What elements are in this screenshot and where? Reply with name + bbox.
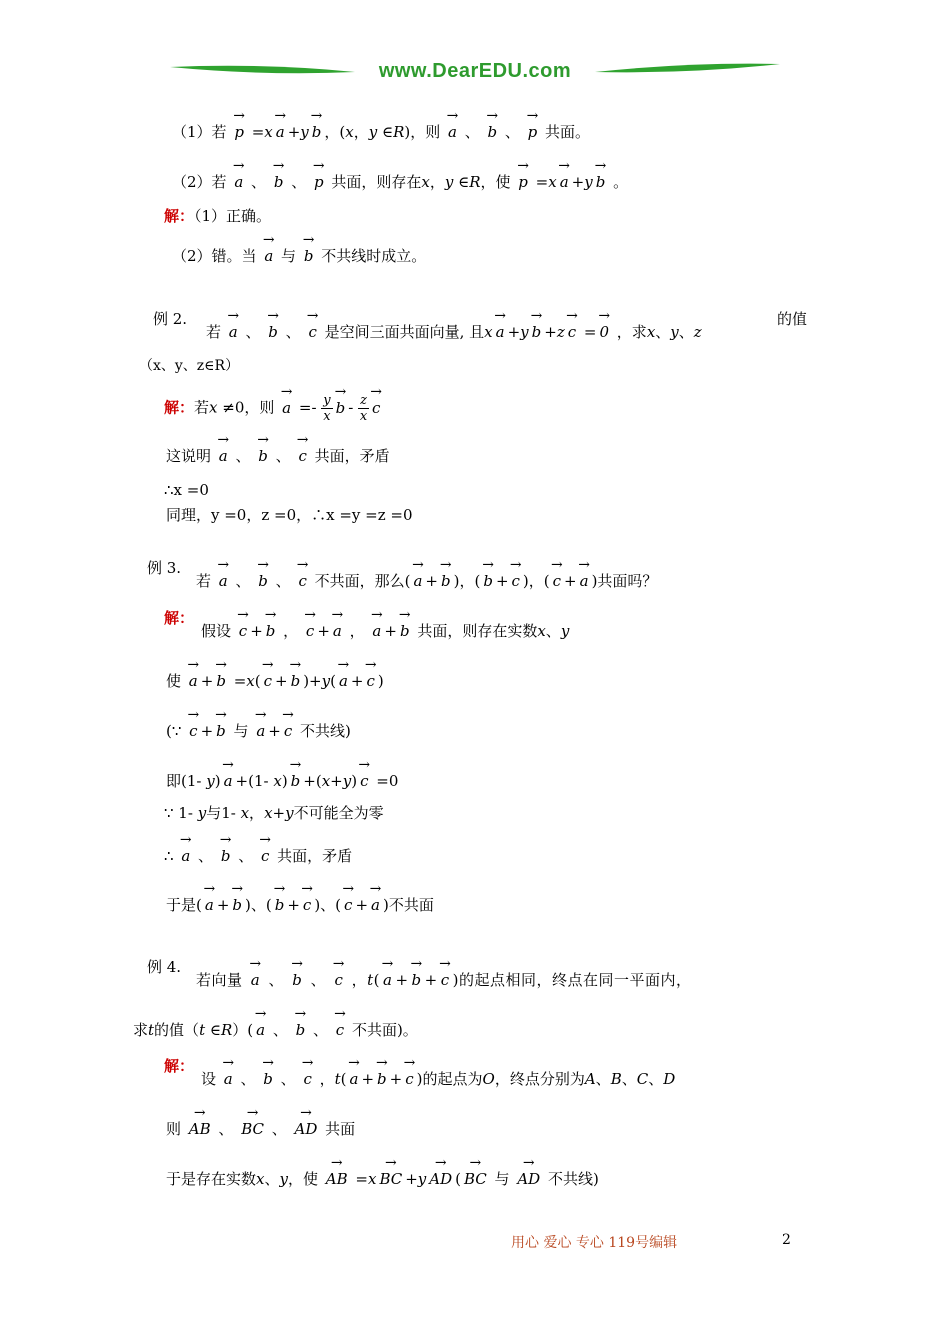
example-4-step-1: 设 → a 、 → b 、 → c ，t(→ a +→ b +→ c )的起点为O，终点分别为A、B、C、D — [201, 1069, 675, 1089]
header-site-name[interactable]: www.DearEDU.com — [378, 60, 572, 82]
example-2-solution-start: 解：若x ≠0，则 → a =- $\frac{y}{x}$ → b - $\frac{z}{x}$ → c — [164, 393, 383, 424]
example-2-condition-end: 的值 — [777, 310, 808, 328]
example-2-conclusion: ∴x =0 — [164, 481, 209, 499]
statement-2: （2）若 → a 、 → b 、 → p 共面，则存在x，y ∈R，使 → p =x→ a +y→ b 。 — [172, 172, 628, 192]
example-3-label: 例 3. — [147, 559, 182, 577]
example-3-conclusion: 于是(→ a +→ b )、(→ b +→ c )、(→ c +→ a )不共面 — [166, 895, 434, 915]
example-4-step-3: 于是存在实数x、y，使 → AB =x→ BC +y→ AD (→ BC 与 → AD 不共线) — [166, 1169, 599, 1189]
example-3-step-2: 使 → a +→ b =x(→ c +→ b )+y(→ a +→ c ) — [166, 671, 384, 691]
statement-1: （1）若 → p =x→ a +y→ b ，(x，y ∈R)，则 → a 、 → b 、 → p 共面。 — [172, 122, 590, 142]
page-number: 2 — [782, 1232, 791, 1248]
example-3-solution-label: 解： — [164, 609, 195, 627]
example-4-label: 例 4. — [147, 958, 182, 976]
example-3-step-5: ∵ 1- y与1- x，x+y不可能全为零 — [164, 804, 384, 822]
example-3-step-1: 假设 → c +→ b ， → c +→ a ， → a +→ b 共面，则存在实数x、y — [201, 621, 569, 641]
example-3-step-4: 即(1- y)→ a +(1- x)→ b +(x+y)→ c =0 — [166, 771, 398, 791]
answer-1: 解：（1）正确。 — [164, 207, 272, 225]
answer-2: （2）错。当 → a 与 → b 不共线时成立。 — [172, 246, 426, 266]
example-3-step-3: (∵ → c +→ b 与 → a +→ c 不共线) — [166, 721, 351, 741]
example-3-question: 若 → a 、 → b 、 → c 不共面，那么(→ a +→ b )，(→ b +→ c )，(→ c +→ a )共面吗？ — [196, 571, 657, 591]
example-2-explanation: 这说明 → a 、 → b 、 → c 共面，矛盾 — [166, 446, 390, 466]
footer-text: 用心 爱心 专心 119号编辑 — [511, 1235, 678, 1251]
example-3-step-6: ∴ → a 、 → b 、 → c 共面，矛盾 — [164, 846, 352, 866]
example-2-final: 同理，y =0，z =0，∴x =y =z =0 — [166, 506, 413, 524]
example-4-question: 若向量 → a 、 → b 、 → c ，t(→ a +→ b +→ c )的起点相同，终点在同一平面内， — [196, 970, 692, 990]
example-2-domain: （x、y、z∈R） — [139, 358, 240, 374]
example-2-label: 例 2. — [153, 310, 188, 328]
example-2-condition: 若 → a 、 → b 、 → c 是空间三面共面向量, 且x→ a +y→ b +z→ c =→ 0 ，求x、y、z — [206, 322, 702, 342]
example-4-solution-label: 解： — [164, 1057, 195, 1075]
example-4-step-2: 则 → AB 、 → BC 、 → AD 共面 — [166, 1119, 355, 1139]
example-4-question-cont: 求t的值（t ∈R）(→ a 、 → b 、 → c 不共面)。 — [133, 1020, 418, 1040]
